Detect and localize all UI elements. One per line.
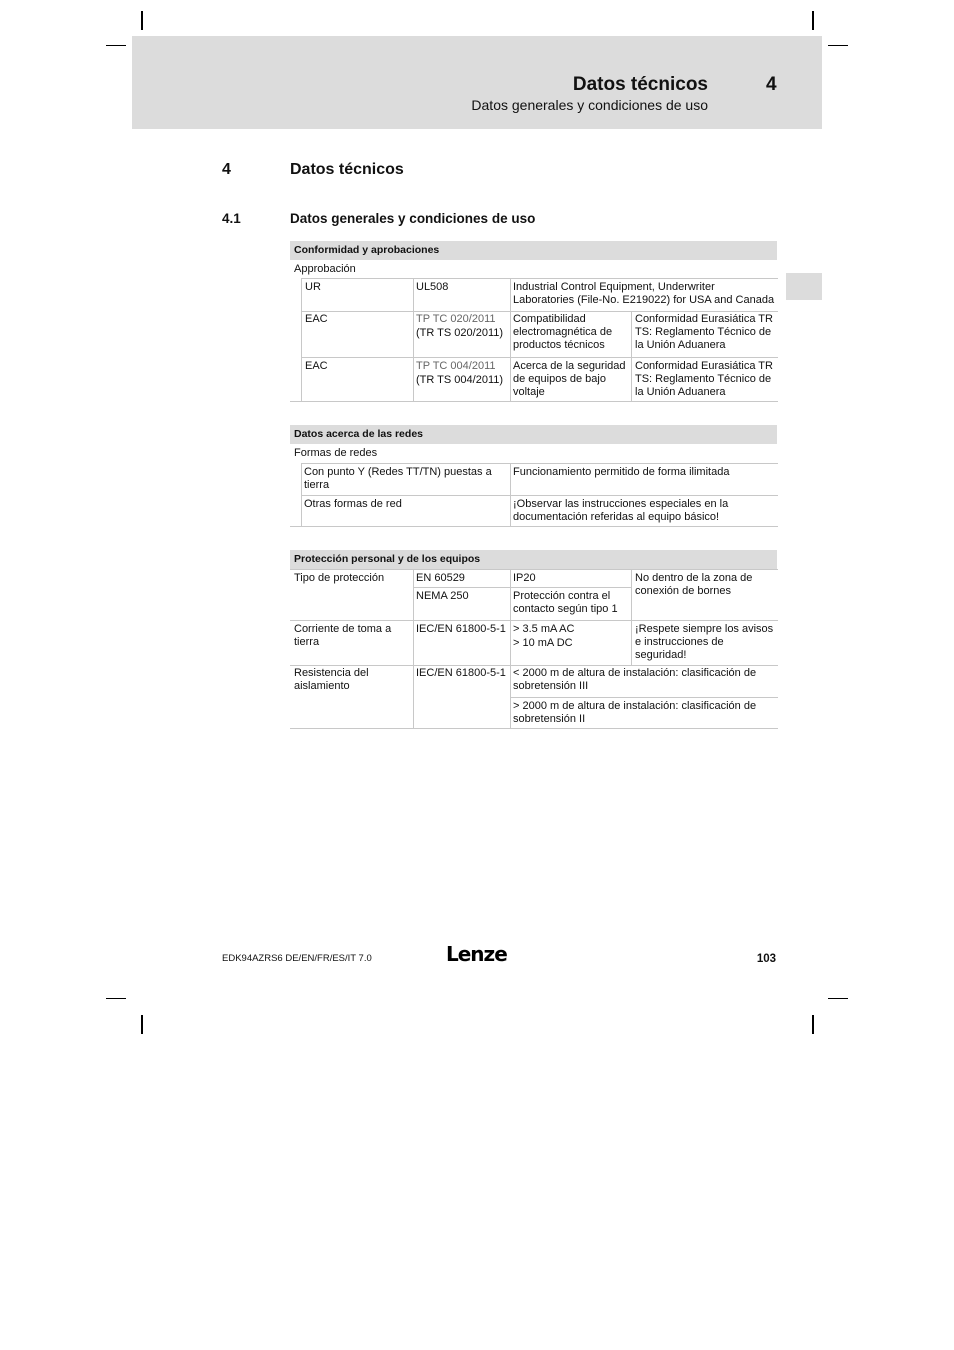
divider bbox=[510, 278, 511, 401]
crop-mark bbox=[106, 45, 126, 46]
divider bbox=[290, 620, 778, 621]
crop-mark bbox=[828, 998, 848, 999]
cell: > 2000 m de altura de instalación: clasificación de sobretensión II bbox=[513, 700, 757, 725]
divider bbox=[301, 463, 778, 464]
cell: UL508 bbox=[416, 281, 449, 293]
divider bbox=[301, 278, 778, 279]
divider bbox=[631, 569, 632, 665]
group-label: Formas de redes bbox=[294, 447, 378, 459]
divider bbox=[290, 665, 778, 666]
table-title: Datos acerca de las redes bbox=[294, 428, 423, 440]
cell: Industrial Control Equipment, Underwriter Laboratories (File-No. E219022) for USA and Canada bbox=[513, 281, 775, 306]
cell: TP TC 020/2011 bbox=[416, 313, 496, 325]
divider bbox=[413, 278, 414, 401]
cell: IEC/EN 61800-5-1 bbox=[416, 667, 506, 679]
cell: No dentro de la zona de conexión de bornes bbox=[635, 572, 753, 597]
divider bbox=[413, 569, 414, 728]
divider bbox=[301, 311, 778, 312]
divider bbox=[290, 569, 778, 570]
header-subtitle: Datos generales y condiciones de uso bbox=[471, 97, 708, 113]
divider bbox=[301, 463, 302, 526]
divider bbox=[301, 278, 302, 401]
table-title: Conformidad y aprobaciones bbox=[294, 244, 440, 256]
divider bbox=[290, 526, 778, 527]
header-title: Datos técnicos bbox=[572, 74, 708, 95]
cell: Otras formas de red bbox=[304, 498, 402, 510]
cell: (TR TS 020/2011) bbox=[416, 327, 504, 339]
divider bbox=[301, 495, 778, 496]
cell: > 10 mA DC bbox=[513, 637, 573, 649]
cell: NEMA 250 bbox=[416, 590, 469, 602]
cell: EN 60529 bbox=[416, 572, 465, 584]
chapter-number: 4 bbox=[222, 161, 231, 178]
chapter-title: Datos técnicos bbox=[290, 161, 404, 178]
page-number: 103 bbox=[756, 953, 776, 965]
divider bbox=[301, 357, 778, 358]
cell: Funcionamiento permitido de forma ilimitada bbox=[513, 466, 730, 478]
crop-mark bbox=[106, 998, 126, 999]
divider bbox=[510, 463, 511, 526]
cell: UR bbox=[305, 281, 321, 293]
cell: Compatibilidad electromagnética de productos técnicos bbox=[513, 313, 613, 351]
section-title: Datos generales y condiciones de uso bbox=[290, 211, 536, 226]
cell: Corriente de toma a tierra bbox=[294, 623, 392, 648]
cell: EAC bbox=[305, 360, 328, 372]
chapter-side-tab bbox=[786, 273, 822, 300]
cell: Tipo de protección bbox=[294, 572, 385, 584]
cell: Protección contra el contacto según tipo 1 bbox=[513, 590, 618, 615]
footer-doc-id: EDK94AZRS6 DE/EN/FR/ES/IT 7.0 bbox=[222, 953, 372, 964]
divider bbox=[631, 311, 632, 401]
cell: > 3.5 mA AC bbox=[513, 623, 575, 635]
cell: (TR TS 004/2011) bbox=[416, 374, 504, 386]
cell: Acerca de la seguridad de equipos de bajo voltaje bbox=[513, 360, 626, 398]
table-title: Protección personal y de los equipos bbox=[294, 553, 481, 565]
cell: Con punto Y (Redes TT/TN) puestas a tierra bbox=[304, 466, 492, 491]
group-label: Approbación bbox=[294, 263, 356, 275]
header-band bbox=[132, 36, 822, 129]
table-header-bar bbox=[290, 550, 777, 569]
crop-mark bbox=[141, 1015, 143, 1034]
cell: EAC bbox=[305, 313, 328, 325]
cell: Resistencia del aislamiento bbox=[294, 667, 369, 692]
crop-mark bbox=[828, 45, 848, 46]
divider bbox=[510, 697, 778, 698]
section-number: 4.1 bbox=[222, 211, 241, 226]
table-header-bar bbox=[290, 241, 777, 260]
divider bbox=[290, 728, 778, 729]
cell: IP20 bbox=[513, 572, 536, 584]
brand-logo: Lenze bbox=[446, 942, 507, 966]
table-header-bar bbox=[290, 425, 777, 444]
cell: Conformidad Eurasiática TR TS: Reglamento Técnico de la Unión Aduanera bbox=[635, 313, 773, 351]
header-chapter-number: 4 bbox=[766, 74, 777, 95]
cell: ¡Respete siempre los avisos e instrucciones de seguridad! bbox=[635, 623, 774, 661]
crop-mark bbox=[141, 11, 143, 30]
divider bbox=[510, 569, 511, 728]
cell: ¡Observar las instrucciones especiales en la documentación referidas al equipo básico! bbox=[513, 498, 729, 523]
divider bbox=[413, 587, 632, 588]
cell: TP TC 004/2011 bbox=[416, 360, 496, 372]
cell: Conformidad Eurasiática TR TS: Reglamento Técnico de la Unión Aduanera bbox=[635, 360, 773, 398]
cell: < 2000 m de altura de instalación: clasificación de sobretensión III bbox=[513, 667, 757, 692]
cell: IEC/EN 61800-5-1 bbox=[416, 623, 506, 635]
divider bbox=[290, 401, 778, 402]
crop-mark bbox=[812, 1015, 814, 1034]
crop-mark bbox=[812, 11, 814, 30]
